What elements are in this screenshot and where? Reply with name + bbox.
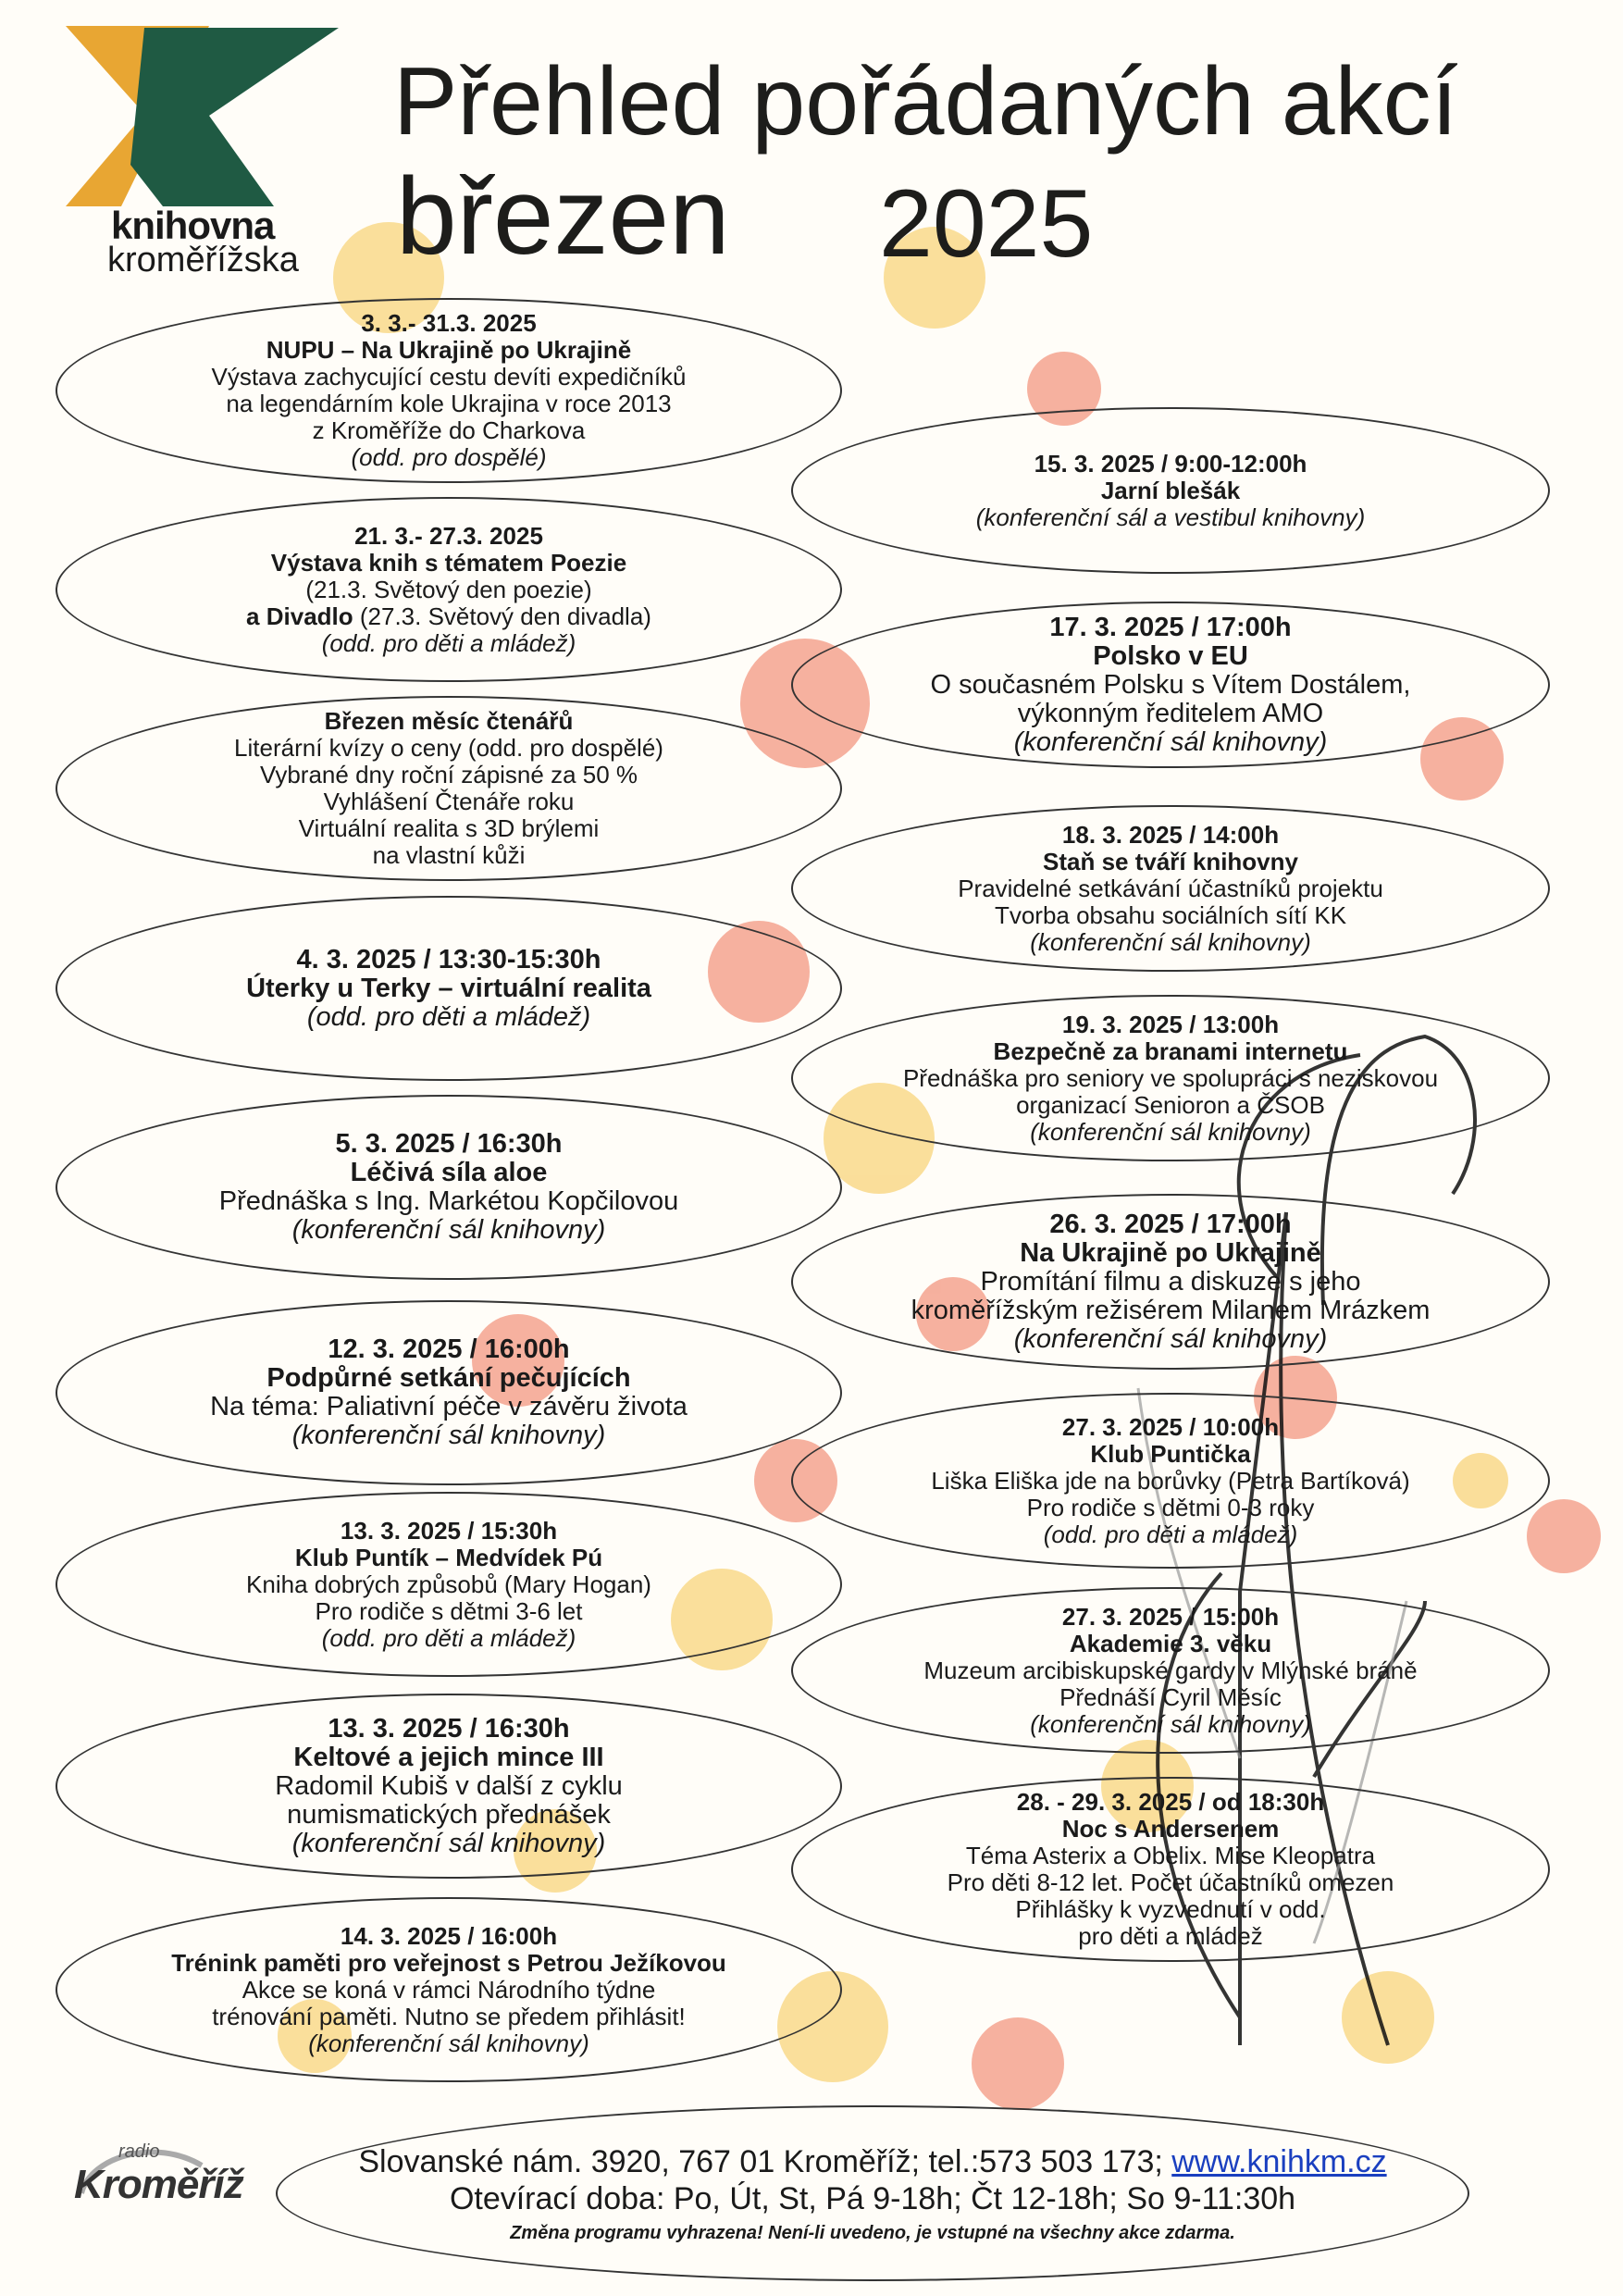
event-text: Promítání filmu a diskuze s jeho [980,1266,1361,1297]
event-title: Klub Puntička [1090,1439,1251,1468]
footer-note: Změna programu vyhrazena! Není-li uvedeno, je vstupné na všechny akce zdarma. [510,2222,1235,2243]
event-text: Akce se koná v rámci Národního týdne [242,1975,656,2004]
event-text: Přihlášky k vyzvednutí v odd. [1015,1895,1326,1923]
logo-town: kroměřížska [107,241,299,279]
event-text: Přednáška pro seniory ve spolupráci s neziskovou [902,1063,1439,1092]
radio-logo-name: Kroměříž [74,2162,243,2207]
event-date: 17. 3. 2025 / 17:00h [1049,612,1292,642]
event-location: (konferenční sál knihovny) [308,2029,589,2057]
event-location: (konferenční sál knihovny) [1030,927,1311,956]
radio-logo-small: radio [118,2141,160,2162]
event-flea-market [791,407,1550,574]
event-memory-training [56,1897,842,2082]
year-title: 2025 [879,170,1094,278]
event-terky-vr [56,896,842,1081]
event-title: Jarní blešák [1100,476,1241,504]
event-poetry-exhibition [56,497,842,682]
website-link[interactable]: www.knihkm.cz [1171,2143,1387,2179]
event-date: 12. 3. 2025 / 16:00h [328,1334,570,1364]
event-date: 14. 3. 2025 / 16:00h [340,1921,558,1950]
event-text: Pro děti 8-12 let. Počet účastníků omezen [947,1868,1394,1896]
event-text: a Divadlo (27.3. Světový den divadla) [246,602,651,630]
event-date: 15. 3. 2025 / 9:00-12:00h [1034,449,1307,478]
event-location: (konferenční sál a vestibul knihovny) [975,503,1366,531]
event-text: Téma Asterix a Obelix. Mise Kleopatra [965,1842,1376,1869]
event-title: Keltové a jejich mince III [293,1742,604,1772]
event-text: Vyhlášení Čtenáře roku [323,788,575,815]
event-location: (konferenční sál knihovny) [1013,726,1328,757]
footer-contact [276,2105,1469,2281]
event-poland-eu [791,602,1550,768]
event-title: Akademie 3. věku [1069,1629,1272,1657]
event-title: Trénink paměti pro veřejnost s Petrou Ježíkovou [171,1948,726,1977]
event-date: 19. 3. 2025 / 13:00h [1061,1010,1280,1038]
event-internet-safety [791,995,1550,1161]
page-title: Přehled pořádaných akcí [393,48,1458,155]
event-text: Na téma: Paliativní péče v závěru života [210,1392,688,1421]
event-title: Klub Puntík – Medvídek Pú [294,1543,603,1571]
event-date: 26. 3. 2025 / 17:00h [1049,1209,1292,1239]
event-ukraine-film [791,1194,1550,1370]
event-date: 3. 3.- 31.3. 2025 [361,309,537,337]
event-date: 21. 3.- 27.3. 2025 [354,521,543,550]
event-andersen-night [791,1777,1550,1962]
event-text: trénování paměti. Nutno se předem přihlásit! [212,2002,686,2030]
event-face-of-library [791,805,1550,972]
event-location: (konferenční sál knihovny) [1030,1709,1311,1738]
event-text: (21.3. Světový den poezie) [305,575,592,603]
event-title: Noc s Andersenem [1061,1815,1280,1843]
event-title: Podpůrné setkání pečujících [266,1363,631,1393]
footer-hours: Otevírací doba: Po, Út, St, Pá 9-18h; Čt 12-18h; So 9-11:30h [449,2180,1296,2216]
event-text: kroměřížským režisérem Milanem Mrázkem [911,1295,1431,1325]
event-date: 27. 3. 2025 / 10:00h [1061,1412,1280,1441]
event-location: (konferenční sál knihovny) [1030,1117,1311,1146]
event-text: numismatických přednášek [287,1799,611,1830]
event-date: 13. 3. 2025 / 16:30h [328,1713,570,1744]
event-location: (konferenční sál knihovny) [1013,1323,1328,1354]
event-aloe-lecture [56,1095,842,1280]
event-text: Přednáší Cyril Měsíc [1059,1682,1282,1711]
event-text: Pravidelné setkávání účastníků projektu [958,874,1383,902]
event-text: Muzeum arcibiskupské gardy v Mlýnské bráně [923,1656,1418,1684]
event-text: Přednáška s Ing. Markétou Kopčilovou [218,1186,679,1216]
event-title: Úterky u Terky – virtuální realita [246,973,651,1003]
event-text: Pro rodiče s dětmi 3-6 let [315,1596,583,1625]
event-title: Na Ukrajině po Ukrajině [1020,1237,1321,1268]
event-readers-month [56,696,842,881]
event-text: Literární kvízy o ceny (odd. pro dospělé) [234,734,663,762]
event-text: na vlastní kůži [372,841,526,869]
event-text: Kniha dobrých způsobů (Mary Hogan) [246,1570,651,1598]
event-text: Vybrané dny roční zápisné za 50 % [259,761,638,788]
event-location: (odd. pro děti a mládež) [321,1623,576,1652]
event-text: z Kroměříže do Charkova [312,416,586,444]
logo-name: knihovna [111,204,275,247]
event-date: 5. 3. 2025 / 16:30h [335,1129,563,1159]
event-location: (konferenční sál knihovny) [291,1215,606,1245]
event-celts-coins [56,1694,842,1879]
event-location: (odd. pro děti a mládež) [1043,1520,1298,1548]
event-text: organizací Senioron a ČSOB [1016,1090,1325,1119]
event-title: Léčivá síla aloe [350,1158,548,1187]
event-title: NUPU – Na Ukrajině po Ukrajině [266,336,632,364]
event-text: výkonným ředitelem AMO [1017,698,1324,728]
event-title: Bezpečně za branami internetu [993,1036,1348,1065]
event-nupu-exhibition [56,298,842,483]
event-text: Radomil Kubiš v další z cyklu [275,1770,623,1801]
event-title: Staň se tváří knihovny [1043,847,1298,875]
event-text: Liška Eliška jde na borůvky (Petra Bartíková) [931,1466,1410,1495]
event-text: pro děti a mládež [1078,1922,1263,1950]
event-date: 4. 3. 2025 / 13:30-15:30h [296,944,601,974]
event-title: Březen měsíc čtenářů [324,707,574,735]
event-third-age-academy [791,1587,1550,1754]
event-location: (odd. pro dospělé) [351,443,547,471]
event-club-puntik [56,1492,842,1677]
event-caregivers [56,1300,842,1485]
event-text: Virtuální realita s 3D brýlemi [298,814,600,842]
event-text: Tvorba obsahu sociálních sítí KK [994,900,1347,929]
event-text: na legendárním kole Ukrajina v roce 2013 [226,390,672,417]
event-date: 18. 3. 2025 / 14:00h [1061,820,1280,849]
event-location: (konferenční sál knihovny) [291,1828,606,1858]
event-location: (odd. pro děti a mládež) [321,628,576,657]
event-text: Výstava zachycující cestu devíti expedičníků [211,363,687,391]
footer-address-line [358,2143,1386,2180]
event-location: (konferenční sál knihovny) [291,1421,606,1450]
event-title: Výstava knih s tématem Poezie [270,548,627,577]
month-title: březen [396,155,730,278]
event-text: Pro rodiče s dětmi 0-3 roky [1026,1493,1315,1521]
event-date: 27. 3. 2025 / 15:00h [1061,1602,1280,1631]
event-club-punticka [791,1393,1550,1569]
event-date: 28. - 29. 3. 2025 / od 18:30h [1016,1788,1325,1816]
footer-address: Slovanské nám. 3920, 767 01 Kroměříž; tel.:573 503 173; [358,2143,1172,2179]
event-title: Polsko v EU [1093,640,1248,671]
event-date: 13. 3. 2025 / 15:30h [340,1516,558,1545]
event-text: O současném Polsku s Vítem Dostálem, [930,669,1411,700]
event-location: (odd. pro děti a mládež) [306,1001,591,1032]
